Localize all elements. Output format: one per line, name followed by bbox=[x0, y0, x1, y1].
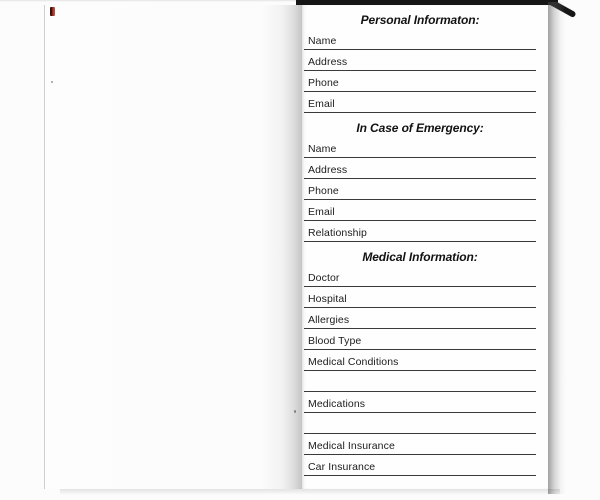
form-field-row bbox=[304, 50, 536, 71]
page-edge-shadow bbox=[548, 2, 566, 494]
field-label: Doctor bbox=[308, 272, 340, 284]
field-label: Medical Conditions bbox=[308, 356, 399, 368]
form-page bbox=[302, 5, 548, 489]
form-field-row bbox=[304, 92, 536, 113]
field-label: Blood Type bbox=[308, 335, 362, 347]
form-field-row bbox=[304, 158, 536, 179]
form-field-row bbox=[304, 71, 536, 92]
field-label: Medications bbox=[308, 398, 366, 410]
scan-speck bbox=[51, 81, 53, 83]
red-ink-mark bbox=[50, 7, 55, 16]
form-field-row bbox=[304, 329, 536, 350]
form-field-row bbox=[304, 392, 536, 413]
form-page-content bbox=[302, 5, 548, 489]
field-label: Relationship bbox=[308, 227, 367, 239]
field-label: Address bbox=[308, 164, 348, 176]
left-page-blank bbox=[44, 5, 302, 489]
form-field-row-blank bbox=[304, 371, 536, 392]
field-label: Email bbox=[308, 98, 335, 110]
field-label: Name bbox=[308, 35, 337, 47]
form-field-row bbox=[304, 221, 536, 242]
booklet-cover-edge bbox=[296, 0, 558, 5]
field-label: Phone bbox=[308, 77, 339, 89]
field-label: Address bbox=[308, 56, 348, 68]
page-bottom-shadow bbox=[60, 489, 560, 495]
section-medical-information bbox=[302, 249, 548, 476]
field-label: Hospital bbox=[308, 293, 347, 305]
form-field-row-blank bbox=[304, 413, 536, 434]
spine-gutter-shadow bbox=[282, 5, 302, 489]
section-title: In Case of Emergency: bbox=[356, 121, 484, 135]
form-field-row bbox=[304, 137, 536, 158]
form-field-row bbox=[304, 455, 536, 476]
form-field-row bbox=[304, 287, 536, 308]
field-label: Medical Insurance bbox=[308, 440, 395, 452]
section-title: Personal Informaton: bbox=[360, 13, 480, 27]
form-field-row bbox=[304, 200, 536, 221]
form-field-row bbox=[304, 434, 536, 455]
section-personal-information bbox=[302, 12, 548, 113]
form-field-row bbox=[304, 266, 536, 287]
form-field-row bbox=[304, 29, 536, 50]
form-field-row bbox=[304, 179, 536, 200]
section-title: Medical Information: bbox=[362, 250, 478, 264]
form-field-row bbox=[304, 350, 536, 371]
field-label: Car Insurance bbox=[308, 461, 376, 473]
form-field-row bbox=[304, 308, 536, 329]
scan-edge-artifact bbox=[0, 0, 298, 2]
section-emergency bbox=[302, 120, 548, 242]
field-label: Allergies bbox=[308, 314, 350, 326]
field-label: Phone bbox=[308, 185, 339, 197]
field-label: Email bbox=[308, 206, 335, 218]
field-label: Name bbox=[308, 143, 337, 155]
